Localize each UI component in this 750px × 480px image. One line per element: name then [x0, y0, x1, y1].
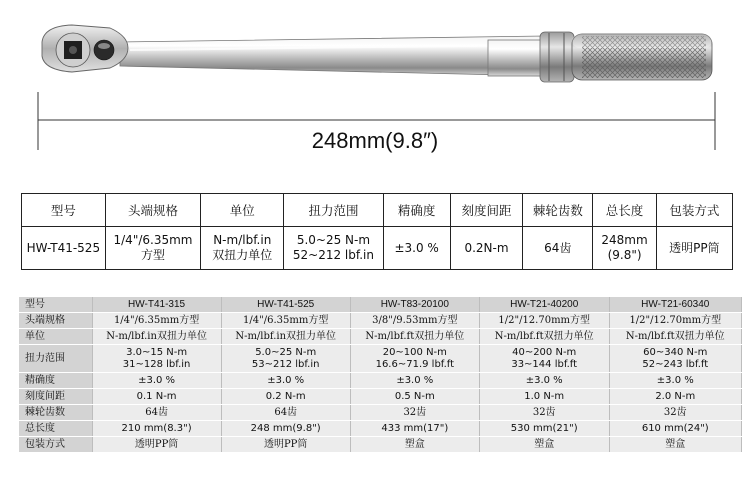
comparison-cell-line: ±3.0 %: [656, 374, 694, 386]
spec-cell-model: HW-T41-525: [22, 227, 106, 270]
comparison-cell-line: 透明PP筒: [263, 438, 308, 450]
comparison-cell: [350, 405, 479, 421]
comparison-cell: [609, 389, 741, 405]
wrench-grip: [572, 34, 712, 80]
comparison-cell-line: ±3.0 %: [138, 374, 176, 386]
comparison-cell: [350, 345, 479, 373]
comparison-cell-line: 53~212 lbf.in: [251, 358, 320, 370]
comparison-cell: [350, 329, 479, 345]
spec-header-cell: 包装方式: [656, 194, 732, 227]
comparison-cell-line: 1/2"/12.70mm方型: [629, 314, 722, 326]
comparison-cell-line: 32齿: [532, 406, 556, 418]
comparison-cell-line: ±3.0 %: [525, 374, 563, 386]
comparison-cell: [479, 421, 609, 437]
comparison-cell-line: 2.0 N-m: [655, 390, 696, 402]
comparison-cell: [92, 345, 221, 373]
comparison-row: [19, 437, 742, 453]
comparison-header-model: HW-T41-315: [92, 297, 221, 313]
comparison-cell-line: N-m/lbf.ft双扭力单位: [494, 330, 594, 342]
comparison-cell-line: 1/4"/6.35mm方型: [113, 314, 200, 326]
comparison-cell: [92, 373, 221, 389]
comparison-cell-line: 52~243 lbf.ft: [642, 358, 709, 370]
comparison-cell-line: 40~200 N-m: [512, 346, 577, 358]
torque-wrench-illustration: [0, 0, 750, 190]
comparison-cell-line: 塑盒: [665, 438, 686, 450]
comparison-cell: [221, 421, 350, 437]
comparison-header-label: 型号: [19, 297, 92, 313]
comparison-cell-line: 210 mm(8.3"): [121, 422, 192, 434]
comparison-cell: [479, 405, 609, 421]
comparison-header-model: HW-T21-40200: [479, 297, 609, 313]
comparison-cell: [221, 345, 350, 373]
comparison-header-model: HW-T41-525: [221, 297, 350, 313]
comparison-row-label: 刻度间距: [19, 389, 92, 405]
comparison-cell: [221, 313, 350, 329]
comparison-row: [19, 345, 742, 373]
comparison-cell: [479, 373, 609, 389]
comparison-cell: [479, 389, 609, 405]
comparison-cell-line: ±3.0 %: [267, 374, 305, 386]
spec-cell-length: 248mm (9.8"): [593, 227, 657, 270]
comparison-row-label: 棘轮齿数: [19, 405, 92, 421]
comparison-cell-line: 64齿: [274, 406, 298, 418]
spec-header-cell: 棘轮齿数: [523, 194, 593, 227]
spec-header-cell: 精确度: [383, 194, 450, 227]
comparison-table: [19, 297, 742, 453]
comparison-cell: [609, 373, 741, 389]
comparison-cell: [479, 313, 609, 329]
ratchet-head: [42, 25, 128, 72]
comparison-row: [19, 405, 742, 421]
comparison-cell-line: 3/8"/9.53mm方型: [372, 314, 458, 326]
spec-header-cell: 扭力范围: [284, 194, 383, 227]
comparison-cell: [92, 437, 221, 453]
comparison-cell-line: 3.0~15 N-m: [126, 346, 188, 358]
spec-cell-teeth: 64齿: [523, 227, 593, 270]
comparison-cell: [92, 405, 221, 421]
comparison-row: [19, 313, 742, 329]
comparison-cell-line: 塑盒: [534, 438, 555, 450]
comparison-cell-line: ±3.0 %: [396, 374, 434, 386]
comparison-cell-line: 5.0~25 N-m: [255, 346, 317, 358]
comparison-header-row: [19, 297, 742, 313]
comparison-cell: [221, 389, 350, 405]
comparison-cell: [350, 389, 479, 405]
comparison-cell: [479, 329, 609, 345]
comparison-cell-line: 610 mm(24"): [641, 422, 709, 434]
comparison-cell: [350, 421, 479, 437]
comparison-table-body: [19, 313, 742, 453]
spec-table: [21, 193, 733, 270]
comparison-header-model: HW-T83-20100: [350, 297, 479, 313]
comparison-cell-line: 248 mm(9.8"): [250, 422, 321, 434]
comparison-cell-line: 塑盒: [404, 438, 425, 450]
comparison-cell-line: N-m/lbf.in双扭力单位: [106, 330, 207, 342]
comparison-row-label: 精确度: [19, 373, 92, 389]
comparison-cell: [221, 373, 350, 389]
spec-cell-torque-range: 5.0~25 N-m 52~212 lbf.in: [284, 227, 383, 270]
comparison-cell-line: 0.2 N-m: [265, 390, 306, 402]
comparison-cell: [92, 329, 221, 345]
comparison-cell: [350, 373, 479, 389]
comparison-cell-line: 32齿: [663, 406, 687, 418]
comparison-row: [19, 373, 742, 389]
comparison-row: [19, 421, 742, 437]
comparison-row-label: 扭力范围: [19, 345, 92, 373]
spec-cell-unit: N-m/lbf.in 双扭力单位: [201, 227, 284, 270]
comparison-cell-line: 透明PP筒: [134, 438, 179, 450]
comparison-cell-line: 60~340 N-m: [643, 346, 708, 358]
comparison-cell: [221, 405, 350, 421]
spec-cell-scale: 0.2N-m: [450, 227, 523, 270]
spec-cell-head-size: 1/4"/6.35mm 方型: [105, 227, 201, 270]
comparison-cell-line: N-m/lbf.ft双扭力单位: [365, 330, 465, 342]
comparison-cell-line: 0.5 N-m: [394, 390, 435, 402]
comparison-cell-line: N-m/lbf.ft双扭力单位: [625, 330, 725, 342]
comparison-cell-line: 32齿: [403, 406, 427, 418]
comparison-row-label: 单位: [19, 329, 92, 345]
spec-header-cell: 头端规格: [105, 194, 201, 227]
comparison-cell: [350, 437, 479, 453]
comparison-cell-line: N-m/lbf.in双扭力单位: [235, 330, 337, 342]
comparison-cell-line: 16.6~71.9 lbf.ft: [375, 358, 455, 370]
comparison-cell-line: 64齿: [145, 406, 168, 418]
comparison-cell-line: 33~144 lbf.ft: [511, 358, 578, 370]
spec-data-row: [22, 227, 733, 270]
comparison-cell-line: 0.1 N-m: [136, 390, 177, 402]
comparison-cell: [92, 313, 221, 329]
comparison-cell: [479, 345, 609, 373]
comparison-cell-line: 20~100 N-m: [382, 346, 447, 358]
spec-header-cell: 刻度间距: [450, 194, 523, 227]
comparison-cell: [609, 345, 741, 373]
comparison-header-model: HW-T21-60340: [609, 297, 741, 313]
comparison-cell: [221, 437, 350, 453]
wrench-shaft: [120, 36, 545, 76]
comparison-cell-line: 1/4"/6.35mm方型: [243, 314, 329, 326]
spec-cell-accuracy: ±3.0 %: [383, 227, 450, 270]
comparison-row: [19, 329, 742, 345]
comparison-cell: [221, 329, 350, 345]
comparison-cell: [609, 313, 741, 329]
comparison-cell-line: 530 mm(21"): [510, 422, 578, 434]
comparison-row: [19, 389, 742, 405]
spec-cell-packaging: 透明PP筒: [656, 227, 732, 270]
overall-length-label: 248mm(9.8″): [311, 128, 439, 153]
comparison-cell: [92, 421, 221, 437]
comparison-cell-line: 433 mm(17"): [381, 422, 449, 434]
spec-header-cell: 型号: [22, 194, 106, 227]
comparison-cell: [609, 421, 741, 437]
comparison-cell: [92, 389, 221, 405]
comparison-cell-line: 31~128 lbf.in: [122, 358, 191, 370]
comparison-cell-line: 1/2"/12.70mm方型: [498, 314, 591, 326]
comparison-cell: [350, 313, 479, 329]
comparison-cell: [609, 329, 741, 345]
comparison-row-label: 包装方式: [19, 437, 92, 453]
comparison-cell: [479, 437, 609, 453]
comparison-cell: [609, 437, 741, 453]
comparison-row-label: 头端规格: [19, 313, 92, 329]
comparison-row-label: 总长度: [19, 421, 92, 437]
comparison-cell-line: 1.0 N-m: [524, 390, 565, 402]
spec-header-cell: 单位: [201, 194, 284, 227]
comparison-cell: [609, 405, 741, 421]
spec-header-row: [22, 194, 733, 227]
spec-header-cell: 总长度: [593, 194, 657, 227]
